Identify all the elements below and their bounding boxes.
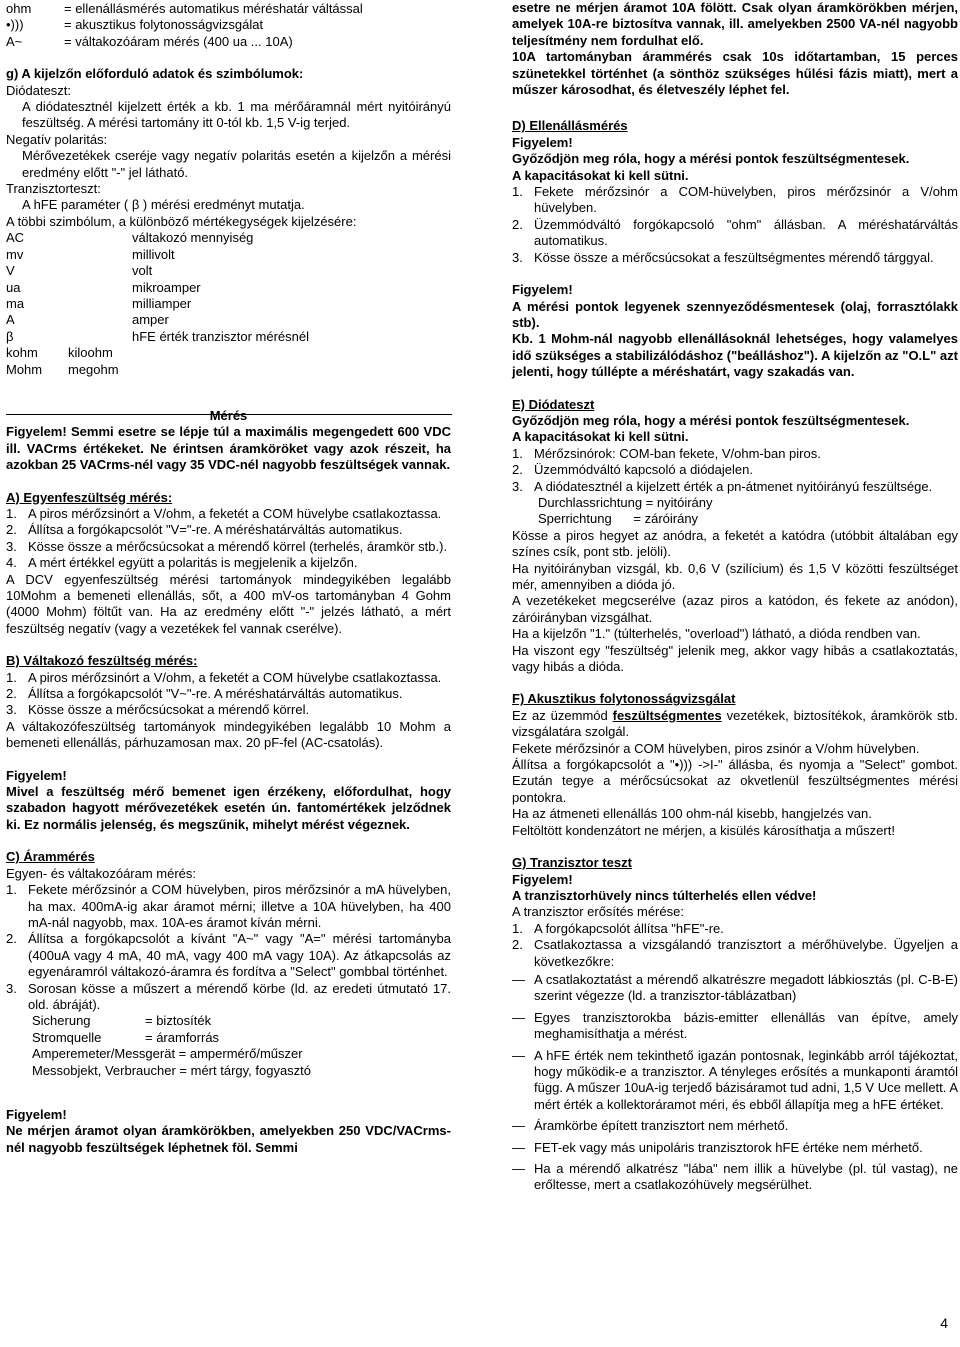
- list-item: [512, 217, 958, 250]
- list-item: [6, 981, 451, 1014]
- warning-label: Figyelem!: [512, 282, 573, 298]
- term-key: Sicherung: [32, 1013, 91, 1029]
- list-item: [512, 479, 958, 495]
- text-fragment: Ez az üzemmód: [512, 707, 613, 723]
- transistor-text: A hFE paraméter ( β ) mérési eredményt mutatja.: [22, 197, 305, 213]
- dioda-text: A diódatesztnél kijelzett érték a kb. 1 ma mérőáramnál mért nyitóirányú feszültség. A mérési tartomány itt 0-tól kb. 1,5 V-ig terjed.: [22, 99, 451, 131]
- dash-text: FET-ek vagy más unipoláris tranzisztorok hFE értéke nem mérhető.: [534, 1139, 923, 1155]
- paragraph: Állítsa a forgókapcsolót a "•))) ->I-" állásba, és nyomja a "Select" gombot. Ezután tegye a mérőcsúcsokat az okvetlenül feszültségmentes mérési pontokra.: [512, 757, 958, 805]
- list-item: [6, 882, 451, 931]
- list-number: 2.: [6, 522, 17, 538]
- term-row: Durchlassrichtung = nyitóirány: [538, 494, 713, 510]
- term-value: = áramforrás: [145, 1029, 220, 1045]
- legend-row: [6, 17, 451, 33]
- warning-label: Figyelem!: [6, 1106, 67, 1122]
- symbol-key: ua: [6, 279, 21, 295]
- warning-text: Figyelem! Semmi esetre se lépje túl a maximális megengedett 600 VDC ill. VACrms értékeket. Ne érintsen áramköröket vagy azok részeit, ha azokban 25 VACrms-nél vagy 35 VDC-nél nagyobb feszültségek vannak.: [6, 424, 451, 473]
- list-text: Állítsa a forgókapcsolót "V~"-re. A méréshatárváltás automatikus.: [28, 686, 403, 702]
- warning-text: A kapacitásokat ki kell sütni.: [512, 429, 689, 445]
- dash-text: Egyes tranzisztorokba bázis-emitter ellenállás van építve, amely meghamisíthatja a mérést.: [534, 1009, 958, 1042]
- list-number: 1.: [512, 184, 523, 200]
- symbol-key: β: [6, 328, 14, 344]
- symbol-key: A: [6, 312, 15, 328]
- list-text: Állítsa a forgókapcsolót a kívánt "A~" vagy "A=" mérési tartományba (400uA vagy 4 mA, 40 mA, vagy 400 mA vagy 10A). Az átkapcsolás az egyenáramról váltakozó-áramra és fordítva a "Select" gombbal történhet.: [28, 931, 451, 980]
- symbol-value: volt: [132, 263, 153, 279]
- dash-item: [512, 1161, 958, 1194]
- list-text: Csatlakoztassa a vizsgálandó tranzisztort a mérőhüvelybe. Ügyeljen a következőkre:: [534, 937, 958, 969]
- legend-value: = ellenállásmérés automatikus méréshatár váltással: [64, 1, 363, 16]
- symbol-value: megohm: [68, 361, 119, 377]
- symbol-value: milliamper: [132, 295, 192, 311]
- text-fragment: vezetékek, biztosítékok, áramkörök stb. vizsgálatára szolgál.: [512, 707, 958, 740]
- symbol-value: váltakozó mennyiség: [132, 230, 254, 246]
- list-text: Fekete mérőzsinór a COM-hüvelyben, piros mérőzsinór a V/ohm hüvelyben.: [534, 184, 958, 216]
- symbol-row: [6, 230, 451, 246]
- warning-text: A tranzisztorhüvely nincs túlterhelés ellen védve!: [512, 887, 817, 903]
- section-heading-e: E) Diódateszt: [512, 396, 595, 412]
- list-text: Kösse össze a mérőcsúcsokat a feszültségmentes mérendő tárggyal.: [534, 249, 934, 265]
- section-heading-g: G) Tranzisztor teszt: [512, 855, 632, 871]
- term-row: Messobjekt, Verbraucher = mért tárgy, fogyasztó: [32, 1062, 312, 1078]
- symbol-row: [6, 345, 451, 361]
- paragraph: Ha nyitóirányban vizsgál, kb. 0,6 V (szilícium) és 1,5 V közötti feszültséget mér, amennyiben a dióda jó.: [512, 560, 958, 592]
- symbol-key: Mohm: [6, 361, 43, 377]
- legend-list: [6, 1, 451, 50]
- list-text: Üzemmódváltó forgókapcsoló "ohm" állásban. A méréshatárváltás automatikus.: [534, 216, 958, 249]
- steps-c: [6, 882, 451, 1013]
- dash-text: Ha a mérendő alkatrész "lába" nem illik a hüvelybe (pl. túl vastag), ne erőltesse, mert a csatlakozóhüvely megsérülhet.: [534, 1161, 958, 1193]
- list-item: [512, 250, 958, 266]
- list-number: 1.: [512, 920, 523, 936]
- list-text: Kösse össze a mérőcsúcsokat a mérendő körrel (terhelés, áramkör stb.).: [28, 538, 448, 554]
- page-number: 4: [940, 1315, 948, 1331]
- list-number: 3.: [6, 702, 17, 718]
- symbol-row: [6, 329, 451, 345]
- paragraph: A DCV egyenfeszültség mérési tartományok mindegyikében legalább 10Mohm a bemeneti ellenállás, sőt, a 400 mV-os tartományban 4 Gohm (4000 Mohm) föltűt van. Ha az eredmény előtt "-" jelzés látható, a mért feszültség negatív (vagy a vezetékek fel vannak cserélve).: [6, 571, 451, 636]
- legend-row: [6, 1, 451, 17]
- legend-row: [6, 34, 451, 50]
- paragraph: A váltakozófeszültség tartományok mindegyikében legalább 10 Mohm a bemeneti ellenállás, párhuzamosan max. 20 pF-fel (AC-csatolás).: [6, 718, 451, 751]
- list-item: [6, 522, 451, 538]
- list-number: 1.: [6, 505, 17, 521]
- divider: [6, 414, 452, 415]
- list-item: [6, 555, 451, 571]
- dash-item: [512, 1048, 958, 1114]
- list-number: 1.: [512, 445, 523, 461]
- section-heading-d: D) Ellenállásmérés: [512, 118, 628, 134]
- section-heading-f: F) Akusztikus folytonosságvizsgálat: [512, 691, 736, 707]
- symbol-row: [6, 280, 451, 296]
- symbol-row: [6, 263, 451, 279]
- term-row: [32, 1013, 451, 1029]
- list-item: [6, 702, 451, 718]
- warning-text: Ne mérjen áramot olyan áramkörökben, amelyekben 250 VDC/VACrms-nél nagyobb feszültségek léphetnek föl. Semmi: [6, 1123, 451, 1155]
- dash-item: [512, 1118, 958, 1134]
- legend-key: A~: [6, 33, 23, 49]
- dash-item: [512, 972, 958, 1005]
- term-key: Stromquelle: [32, 1029, 102, 1045]
- steps-d: [512, 184, 958, 266]
- warning-text: Kb. 1 Mohm-nál nagyobb ellenállásoknál lehetséges, hogy valamelyes idő szükséges a stabilizálódáshoz ("beálláshoz"). A kijelzőn az "O.L" azt jelenti, hogy túllépte a méréshatárt, vagy szakadás van.: [512, 331, 958, 380]
- steps-e: [512, 446, 958, 495]
- subheading: A tranzisztor erősítés mérése:: [512, 904, 684, 920]
- dash-marker: —: [512, 1047, 525, 1063]
- list-item: [512, 462, 958, 478]
- symbol-key: V: [6, 263, 15, 279]
- list-number: 2.: [6, 931, 17, 947]
- list-item: [6, 506, 451, 522]
- dash-item: [512, 1010, 958, 1043]
- legend-key: •))): [6, 17, 24, 33]
- warning-text: Mivel a feszültség mérő bemenet igen érzékeny, előfordulhat, hogy szabadon hagyott mérővezetékek esetén ún. fantomértékek jelződnek ki. Ez normális jelenség, és megszűnik, mihelyt mérést végeznek.: [6, 784, 451, 832]
- warning-label: Figyelem!: [6, 767, 67, 783]
- list-text: Fekete mérőzsinór a COM hüvelyben, piros mérőzsinór a mA hüvelyben, ha max. 400mA-ig akar áramot mérni; illetve a 10A hüvelyben, ha 400 mA-nál nagyobb, max. 10A-es áramot kíván mérni.: [28, 882, 451, 930]
- list-number: 2.: [512, 216, 523, 232]
- dash-list: [512, 972, 958, 1194]
- warning-label: Figyelem!: [512, 871, 573, 887]
- symbol-value: mikroamper: [132, 279, 201, 295]
- list-text: A diódatesztnél a kijelzett érték a pn-átmenet nyitóirányú feszültsége.: [534, 478, 933, 494]
- paragraph: Kösse a piros hegyet az anódra, a feketét a katódra (utóbbit általában egy színes csík, pont stb. jelöli).: [512, 527, 958, 560]
- list-item: [6, 686, 451, 702]
- symbol-value: amper: [132, 312, 169, 328]
- dash-text: A csatlakoztatást a mérendő alkatrészre megadott lábkiosztás (pl. C-B-E) szerint végezze (ld. a tranzisztor-táblázatban): [534, 971, 958, 1004]
- symbol-key: ma: [6, 295, 25, 311]
- list-item: [512, 921, 958, 937]
- paragraph: Fekete mérőzsinór a COM hüvelyben, piros zsinór a V/ohm hüvelyben.: [512, 740, 920, 756]
- symbol-value: hFE érték tranzisztor mérésnél: [132, 328, 310, 344]
- list-number: 2.: [512, 462, 523, 478]
- section-heading-c: C) Árammérés: [6, 849, 95, 865]
- list-item: [6, 931, 451, 980]
- paragraph: A vezetékeket megcserélve (azaz piros a katódon, és fekete az anódon), záróirányban vizsgálhat.: [512, 593, 958, 625]
- symbol-row: [6, 312, 451, 328]
- symbol-row: [6, 247, 451, 263]
- symbols-list: [6, 230, 451, 378]
- dash-text: A hFE érték nem tekinthető igazán pontosnak, leginkább arról tájékoztat, hogy működik-e a tranzisztor. A tényleges erősítés a munkaponti áramtól függ. A műszer 10uA-ig terjedő bázisáramot tud adni, 1,5 V Uce mellett. A mért érték a kollektoráramot méri, és ebből állapítja meg a hFE értéket.: [534, 1047, 958, 1112]
- dash-text: Áramkörbe épített tranzisztort nem mérhető.: [534, 1118, 789, 1134]
- dash-item: [512, 1140, 958, 1156]
- negative-label: Negatív polaritás:: [6, 131, 108, 147]
- right-column: [512, 0, 958, 1194]
- warning-text: 10A tartományban árammérés csak 10s időtartamban, 15 perces szünetekkel történhet (a sönthöz szükséges hűlési fázis miatt), mert a műszer károsodhat, és életveszély léphet fel.: [512, 49, 958, 98]
- warning-text: Győződjön meg róla, hogy a mérési pontok feszültségmentesek.: [512, 151, 910, 167]
- dash-marker: —: [512, 1009, 525, 1025]
- dash-marker: —: [512, 1161, 525, 1176]
- dioda-label: Diódateszt:: [6, 82, 72, 98]
- list-text: Üzemmódváltó kapcsoló a diódajelen.: [534, 462, 753, 478]
- list-item: [6, 670, 451, 686]
- list-text: A mért értékkel együtt a polaritás is megjelenik a kijelzőn.: [28, 555, 358, 571]
- symbols-intro: A többi szimbólum, a különböző mértékegységek kijelzésére:: [6, 213, 357, 229]
- paragraph: Ha a kijelzőn "1." (túlterhelés, "overload") látható, a dióda rendben van.: [512, 626, 921, 642]
- symbol-value: millivolt: [132, 246, 175, 262]
- section-heading-a: A) Egyenfeszültség mérés:: [6, 489, 173, 505]
- symbol-key: AC: [6, 230, 25, 246]
- steps-g: [512, 921, 958, 970]
- list-text: Állítsa a forgókapcsolót "V="-re. A méréshatárváltás automatikus.: [28, 522, 403, 538]
- list-number: 1.: [6, 669, 17, 685]
- dash-marker: —: [512, 971, 525, 987]
- left-column: [6, 0, 451, 1156]
- warning-text: Győződjön meg róla, hogy a mérési pontok feszültségmentesek.: [512, 412, 910, 428]
- steps-b: [6, 670, 451, 719]
- list-item: [6, 539, 451, 555]
- list-text: A forgókapcsolót állítsa "hFE"-re.: [534, 920, 724, 936]
- list-item: [512, 446, 958, 462]
- section-heading-b: B) Váltakozó feszültség mérés:: [6, 653, 198, 669]
- legend-key: ohm: [6, 1, 32, 16]
- list-number: 3.: [512, 249, 523, 265]
- term-row: Amperemeter/Messgerät = ampermérő/műszer: [32, 1046, 303, 1062]
- terms-list: [512, 495, 958, 528]
- paragraph: Ha az átmeneti ellenállás 100 ohm-nál kisebb, hangjelzés van.: [512, 806, 872, 822]
- term-value: = biztosíték: [145, 1013, 212, 1029]
- list-text: A piros mérőzsinórt a V/ohm, a feketét a COM hüvelybe csatlakoztassa.: [28, 669, 442, 685]
- text-emphasis: feszültségmentes: [612, 707, 722, 723]
- meres-title: Mérés: [209, 407, 248, 423]
- paragraph: [512, 708, 958, 741]
- list-number: 3.: [6, 980, 17, 996]
- warning-text: A mérési pontok legyenek szennyeződésmentesek (olaj, forrasztólakk stb).: [512, 298, 958, 330]
- warning-text: A kapacitásokat ki kell sütni.: [512, 167, 689, 183]
- symbol-row: [6, 296, 451, 312]
- section-heading-g: g) A kijelzőn előforduló adatok és szimbólumok:: [6, 66, 304, 82]
- symbol-row: [6, 362, 451, 378]
- warning-label: Figyelem!: [512, 134, 573, 150]
- term-row: [32, 1030, 451, 1046]
- symbol-value: kiloohm: [68, 345, 113, 361]
- dash-marker: —: [512, 1139, 525, 1155]
- terms-list: [6, 1013, 451, 1079]
- legend-value: = váltakozóáram mérés (400 ua ... 10A): [64, 33, 293, 49]
- list-number: 1.: [6, 882, 17, 898]
- paragraph: Feltöltött kondenzátort ne mérjen, a kisülés károsíthatja a műszert!: [512, 822, 895, 838]
- paragraph: Ha viszont egy "feszültség" jelenik meg, akkor vagy hibás a csatlakoztatás, vagy hibás a dióda.: [512, 642, 958, 675]
- symbol-key: mv: [6, 246, 24, 262]
- symbol-key: kohm: [6, 345, 38, 361]
- steps-a: [6, 506, 451, 572]
- negative-text: Mérővezetékek cseréje vagy negatív polaritás esetén a kijelzőn a mérési eredmény előtt "-" jel látható.: [22, 148, 451, 180]
- transistor-label: Tranzisztorteszt:: [6, 181, 101, 197]
- list-text: Sorosan kösse a műszert a mérendő körbe (ld. az eredeti útmutató 17. old. ábráját).: [28, 980, 451, 1012]
- list-number: 4.: [6, 555, 17, 571]
- list-number: 3.: [512, 478, 523, 494]
- subheading: Egyen- és váltakozóáram mérés:: [6, 865, 197, 881]
- list-number: 3.: [6, 538, 17, 554]
- list-number: 2.: [6, 686, 17, 702]
- list-text: A piros mérőzsinórt a V/ohm, a feketét a COM hüvelybe csatlakoztassa.: [28, 505, 442, 521]
- dash-marker: —: [512, 1118, 525, 1134]
- legend-value: = akusztikus folytonosságvizsgálat: [64, 17, 264, 33]
- warning-text: esetre ne mérjen áramot 10A fölött. Csak olyan áramkörökben mérjen, amelyek 10A-re biztosítva vannak, ill. amelyekben 2500 VA-nél nagyobb teljesítmény nem fordulhat elő.: [512, 0, 958, 48]
- list-number: 2.: [512, 937, 523, 953]
- term-row: Sperrichtung = záróirány: [538, 511, 699, 527]
- list-text: Mérőzsinórok: COM-ban fekete, V/ohm-ban piros.: [534, 445, 821, 461]
- list-item: [512, 937, 958, 970]
- list-item: [512, 184, 958, 217]
- list-text: Kösse össze a mérőcsúcsokat a mérendő körrel.: [28, 702, 310, 718]
